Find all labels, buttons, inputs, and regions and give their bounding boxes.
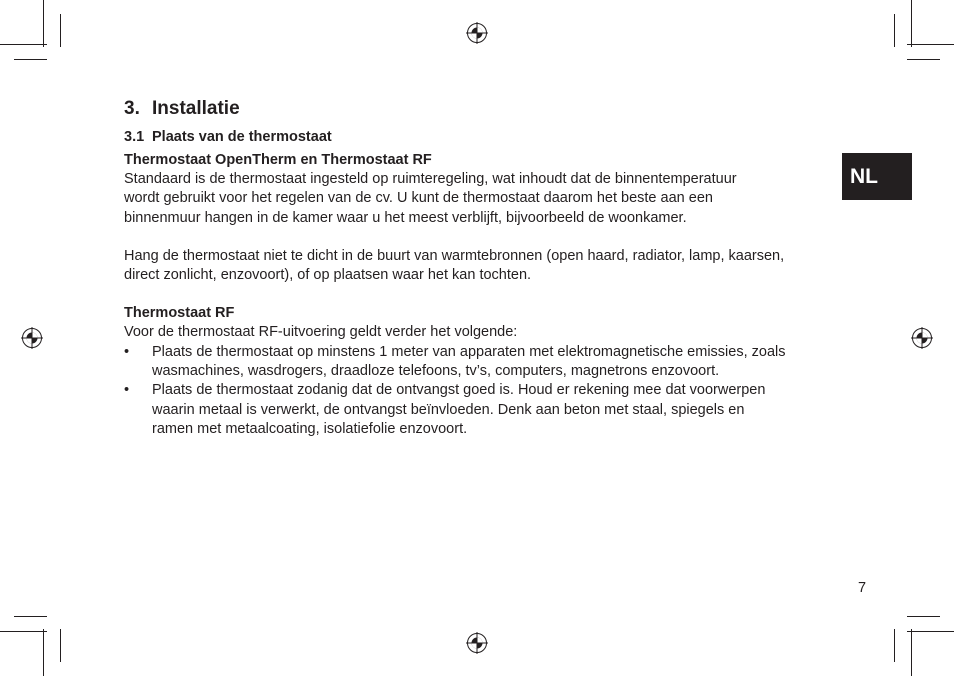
language-tab: NL bbox=[842, 153, 912, 200]
registration-mark-icon bbox=[466, 632, 488, 654]
subsection-title-text: Plaats van de thermostaat bbox=[152, 129, 332, 145]
bullet-line: wasmachines, wasdrogers, draadloze telefoons, tv’s, computers, magnetrons enzovoort. bbox=[152, 363, 720, 380]
crop-mark bbox=[907, 59, 940, 60]
crop-mark bbox=[907, 44, 954, 45]
body-line: binnenmuur hangen in de kamer waar u het meest verblijft, bijvoorbeeld de woonkamer. bbox=[124, 209, 687, 226]
list-item bbox=[124, 343, 874, 382]
registration-mark-icon bbox=[466, 22, 488, 44]
list-item bbox=[124, 381, 874, 439]
crop-mark bbox=[894, 14, 895, 47]
crop-mark bbox=[14, 616, 47, 617]
crop-mark bbox=[911, 0, 912, 47]
body-line: Hang de thermostaat niet te dicht in de buurt van warmtebronnen (open haard, radiator, lamp, kaarsen, bbox=[124, 247, 785, 264]
crop-mark bbox=[0, 631, 47, 632]
registration-mark-icon bbox=[911, 327, 933, 349]
crop-mark bbox=[14, 59, 47, 60]
rf-block bbox=[124, 304, 874, 439]
registration-mark-icon bbox=[21, 327, 43, 349]
crop-mark bbox=[43, 629, 44, 676]
bullet-icon: • bbox=[124, 382, 130, 399]
body-line: direct zonlicht, enzovoort), of op plaatsen waar het kan tochten. bbox=[124, 267, 532, 284]
bullet-line: Plaats de thermostaat op minstens 1 meter van apparaten met elektromagnetische emissies, zoals bbox=[152, 343, 786, 360]
subsection-number: 3.1 bbox=[124, 129, 145, 145]
crop-mark bbox=[60, 629, 61, 662]
rf-intro: Voor de thermostaat RF-uitvoering geldt verder het volgende: bbox=[124, 324, 518, 341]
bullet-line: Plaats de thermostaat zodanig dat de ontvangst goed is. Houd er rekening mee dat voorwerpen bbox=[152, 382, 766, 399]
body-line: wordt gebruikt voor het regelen van de cv. U kunt de thermostaat daarom het beste aan een bbox=[124, 190, 713, 207]
crop-mark bbox=[0, 44, 47, 45]
section-number: 3. bbox=[124, 98, 140, 119]
section-title bbox=[124, 97, 874, 121]
rf-heading: Thermostaat RF bbox=[124, 305, 235, 322]
crop-mark bbox=[894, 629, 895, 662]
crop-mark bbox=[911, 629, 912, 676]
opentherm-block bbox=[124, 151, 874, 228]
page-content bbox=[124, 97, 874, 439]
bullet-line: ramen met metaalcoating, isolatiefolie enzovoort. bbox=[152, 420, 468, 437]
bullet-list bbox=[124, 343, 874, 439]
heat-sources-block bbox=[124, 247, 874, 286]
crop-mark bbox=[907, 616, 940, 617]
crop-mark bbox=[907, 631, 954, 632]
bullet-line: waarin metaal is verwerkt, de ontvangst beïnvloeden. Denk aan beton met staal, spiegels en bbox=[152, 401, 745, 418]
opentherm-heading: Thermostaat OpenTherm en Thermostaat RF bbox=[124, 152, 432, 168]
crop-mark bbox=[43, 0, 44, 47]
body-line: Standaard is de thermostaat ingesteld op ruimteregeling, wat inhoudt dat de binnentemperatuur bbox=[124, 171, 737, 187]
subsection-title bbox=[124, 127, 874, 147]
bullet-icon: • bbox=[124, 343, 130, 360]
section-title-text: Installatie bbox=[152, 98, 240, 119]
page-number: 7 bbox=[858, 580, 867, 596]
crop-mark bbox=[60, 14, 61, 47]
